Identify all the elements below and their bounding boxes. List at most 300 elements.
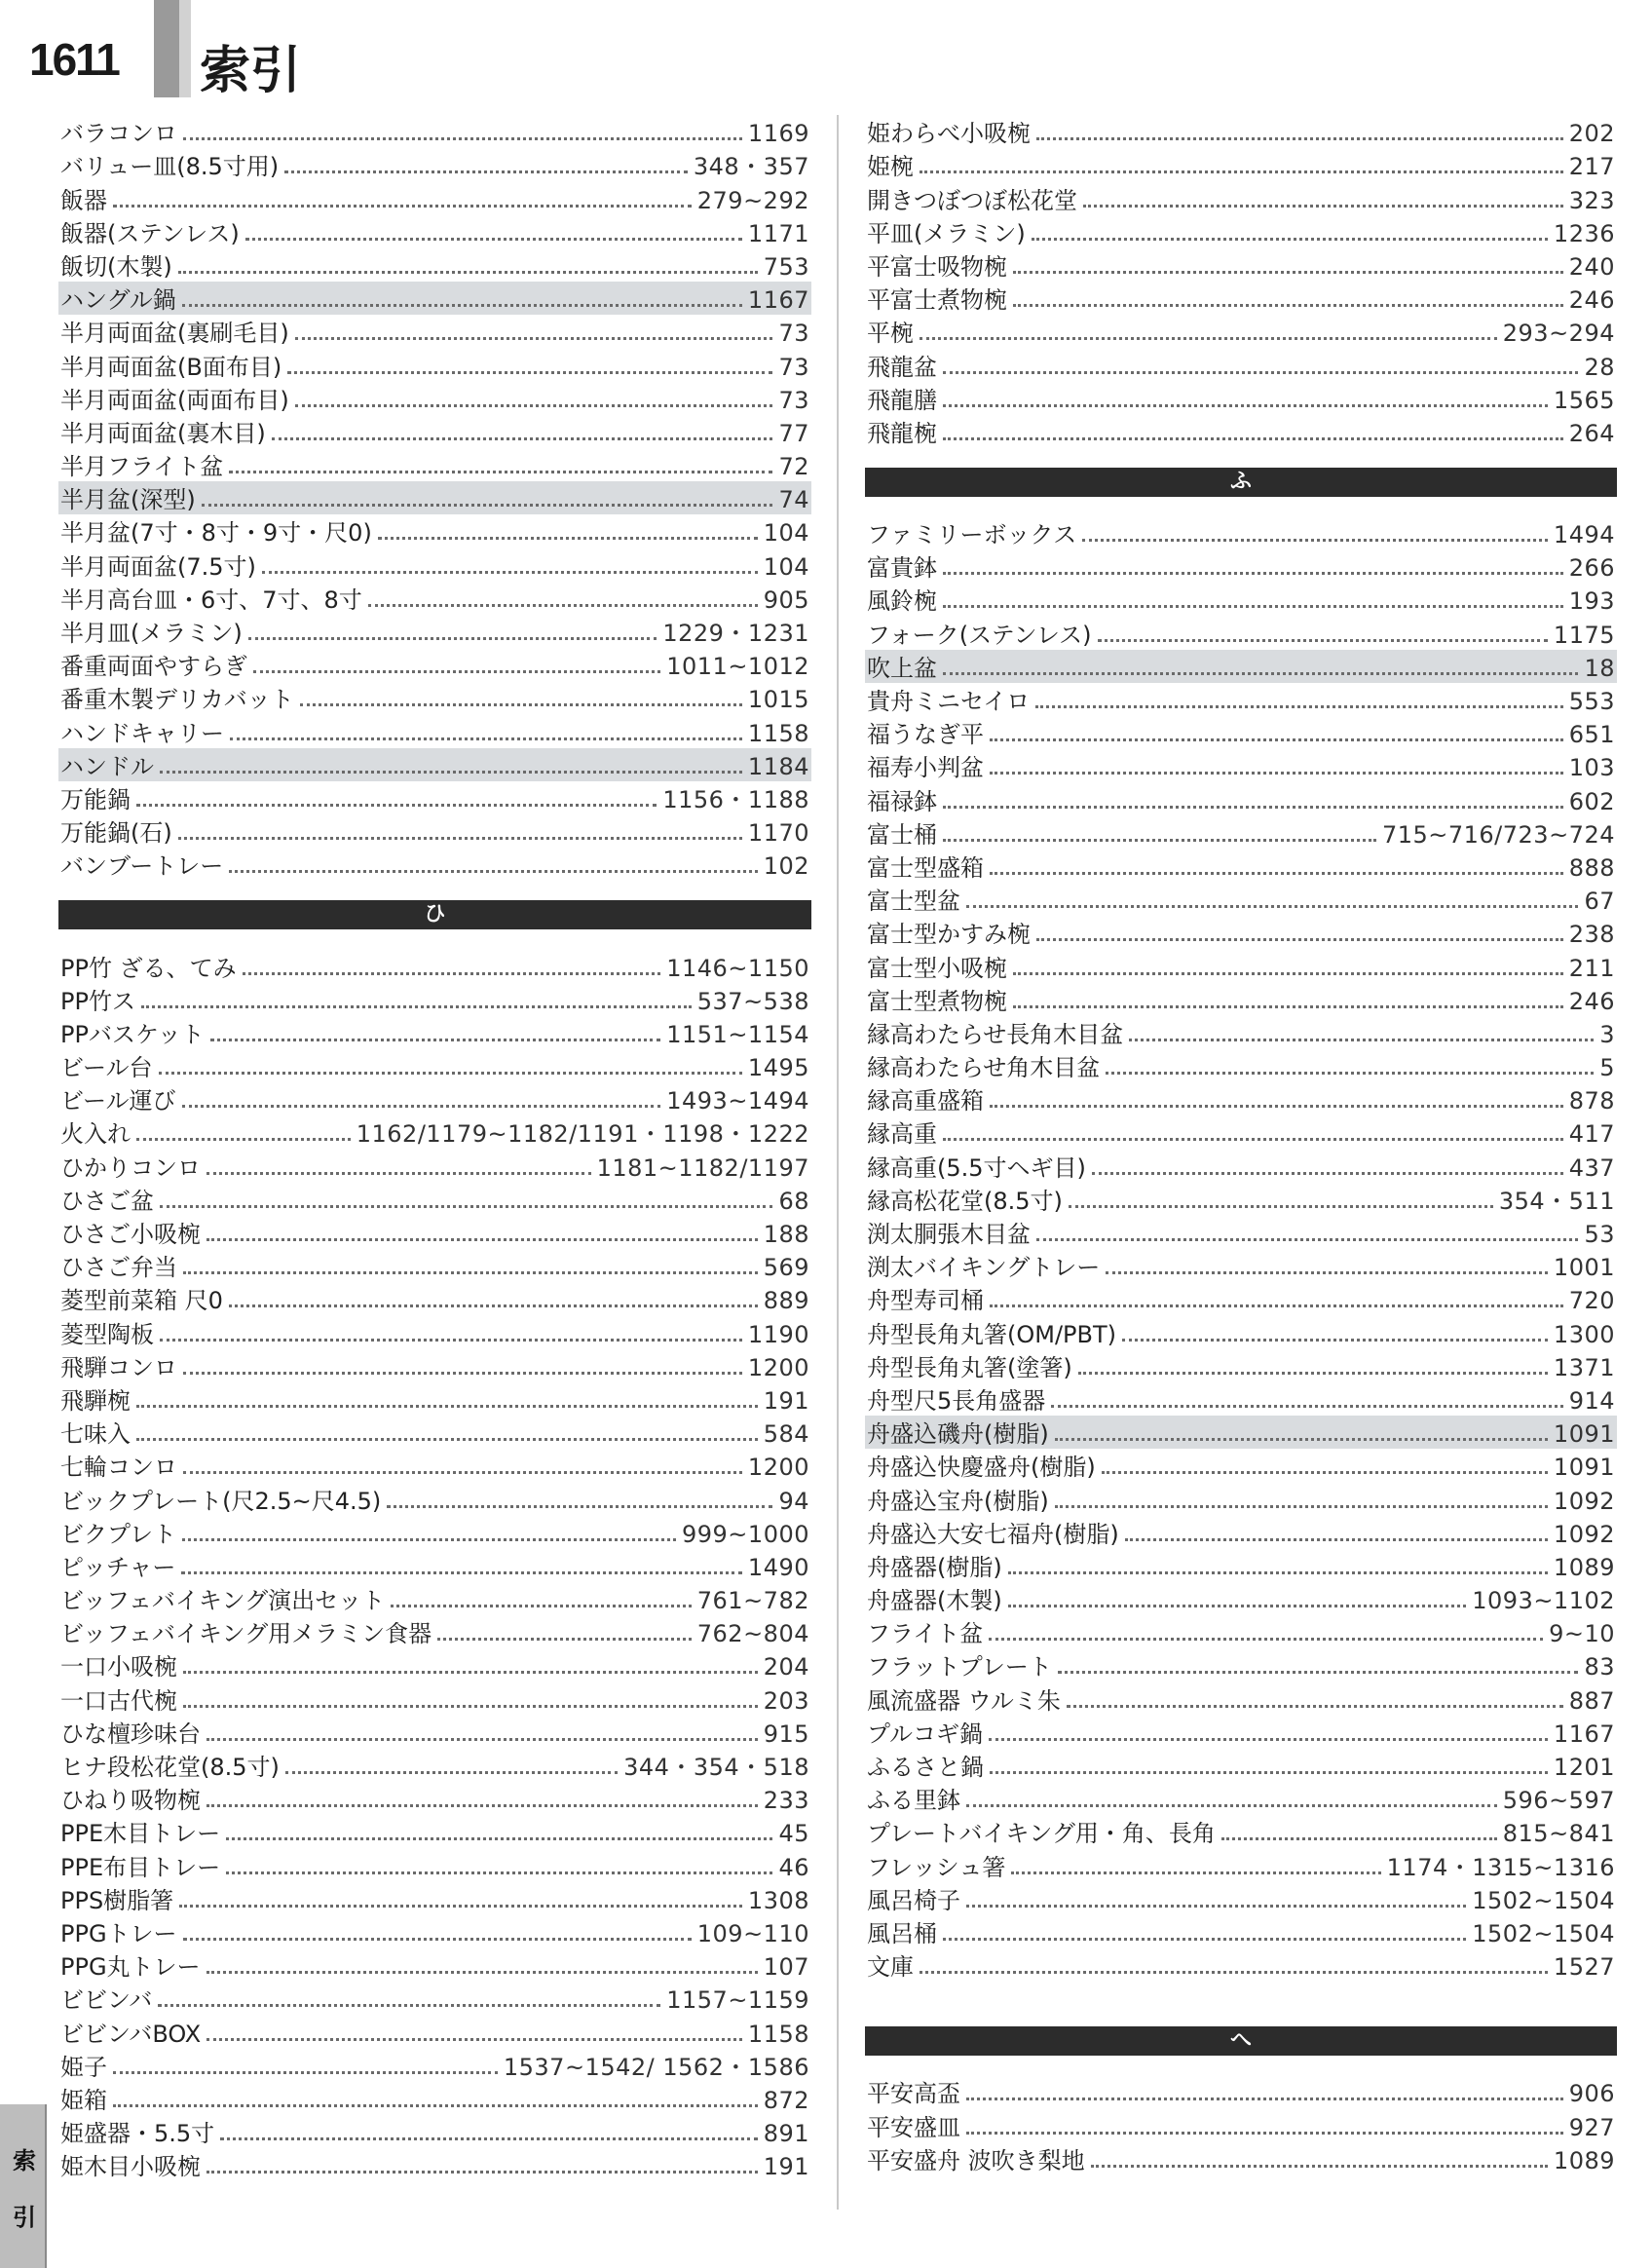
entry-pages: 720 [1568,1287,1615,1315]
entry-name: 貴舟ミニセイロ [867,688,1031,715]
entry-pages: 1001 [1553,1254,1615,1282]
entry-pages: 1537~1542/ 1562・1586 [503,2053,809,2081]
entry-name: 舟型長角丸箸(塗箸) [867,1353,1072,1381]
dot-leader [990,872,1563,875]
entry-pages: 596~597 [1502,1787,1615,1815]
dot-leader [245,238,742,241]
index-entry [58,1648,811,1682]
index-entry [865,1948,1617,1982]
index-entry [58,1282,811,1315]
entry-name: 舟型尺5長角盛器 [867,1386,1046,1415]
section-header-hi: ひ [58,900,811,929]
dot-leader [287,371,772,374]
entry-pages: 246 [1568,286,1615,315]
entry-name: 縁高重(5.5寸ヘギ目) [867,1153,1086,1182]
entry-pages: 417 [1568,1120,1615,1149]
dot-leader [387,1505,772,1508]
section-header-he: へ [865,2026,1617,2056]
index-entry [58,148,811,181]
entry-pages: 102 [763,852,809,881]
dot-leader [1125,1538,1548,1541]
entry-pages: 217 [1568,153,1615,181]
dot-leader [182,1538,676,1541]
entry-pages: 45 [778,1820,809,1848]
entry-pages: 203 [763,1686,809,1715]
entry-name: ビクプレト [60,1520,177,1548]
index-entry [865,616,1617,649]
entry-pages: 815~841 [1502,1820,1615,1848]
dot-leader [179,1905,742,1908]
entry-pages: 73 [778,320,809,348]
dot-leader [202,504,773,507]
header-accent-bar-light [179,0,191,97]
entry-name: 縁高重盛箱 [867,1087,984,1115]
entry-name: PPE木目トレー [60,1820,221,1848]
he-entries [865,2075,1617,2175]
dot-leader [226,1837,772,1840]
entry-name: ハンドキャリー [60,719,224,747]
dot-leader [295,337,773,340]
dot-leader [943,371,1578,374]
index-entry [865,1782,1617,1815]
dot-leader [943,672,1578,675]
entry-name: PPE布目トレー [60,1853,221,1881]
entry-name: プレートバイキング用・角、長角 [867,1820,1216,1848]
index-entry [58,648,811,681]
index-entry [58,1183,811,1216]
dot-leader [229,870,757,873]
entry-pages: 888 [1568,853,1615,882]
index-entry [58,1315,811,1348]
entry-name: 平安高盃 [867,2080,960,2108]
entry-pages: 1229・1231 [662,620,809,647]
entry-name: 平安盛舟 波吹き梨地 [867,2146,1085,2174]
entry-name: ビビンバBOX [60,2020,202,2048]
dot-leader [182,1105,661,1108]
entry-pages: 204 [763,1653,809,1682]
entry-pages: 584 [763,1420,809,1449]
entry-pages: 1181~1182/1197 [596,1153,809,1182]
entry-pages: 1527 [1553,1953,1615,1982]
entry-name: 富士型煮物椀 [867,987,1007,1015]
entry-pages: 1493~1494 [666,1087,809,1115]
entry-pages: 1201 [1553,1754,1615,1781]
entry-name: ひさご弁当 [60,1254,177,1282]
entry-pages: 914 [1568,1386,1615,1415]
dot-leader [1013,304,1563,307]
index-entry [58,1615,811,1648]
entry-pages: 5 [1599,1054,1615,1082]
entry-name: PPS樹脂箸 [60,1886,174,1914]
column-divider [837,115,839,2210]
entry-name: ひな檀珍味台 [60,1720,201,1748]
entry-name: 姫箱 [60,2086,107,2114]
entry-name: PP竹ス [60,987,135,1015]
entry-name: PPバスケット [60,1020,205,1048]
dot-leader [943,1938,1466,1941]
index-column-left [58,115,811,2181]
entry-pages: 1175 [1553,621,1615,649]
dot-leader [1032,238,1548,241]
index-entry [58,1482,811,1515]
entry-name: 一口小吸椀 [60,1653,177,1682]
dot-leader [136,1405,758,1408]
entry-name: 姫木目小吸椀 [60,2153,201,2181]
index-entry [865,215,1617,248]
dot-leader [989,1638,1543,1641]
entry-name: 半月両面盆(裏刷毛目) [60,320,289,348]
entry-pages: 233 [763,1787,809,1815]
index-entry [58,2148,811,2181]
entry-pages: 46 [778,1853,809,1881]
index-entry [865,1549,1617,1582]
index-entry [58,714,811,747]
index-entry [58,481,811,514]
entry-pages: 1011~1012 [666,653,809,681]
entry-pages: 537~538 [696,987,809,1015]
entry-name: ふる里鉢 [867,1787,960,1815]
entry-name: ビール台 [60,1054,153,1082]
hi-entries [58,949,811,2181]
dot-leader [158,2004,660,2007]
entry-name: バラコンロ [60,120,177,148]
entry-name: 一口古代椀 [60,1686,177,1715]
entry-name: 富貴鉢 [867,554,937,583]
entry-name: 風呂桶 [867,1919,937,1947]
entry-pages: 1158 [747,719,809,747]
index-entry [865,516,1617,549]
index-entry [58,215,811,248]
dot-leader [183,1671,758,1674]
index-entry [58,1682,811,1715]
entry-pages: 74 [778,486,809,514]
entry-pages: 72 [778,453,809,481]
entry-name: ひねり吸物椀 [60,1787,201,1815]
entry-pages: 1089 [1553,1553,1615,1581]
entry-pages: 887 [1568,1686,1615,1715]
index-entry [865,850,1617,883]
entry-pages: 1490 [747,1553,809,1581]
index-entry [865,148,1617,181]
entry-pages: 188 [763,1221,809,1248]
dot-leader [966,2098,1563,2100]
index-entry [58,983,811,1016]
entry-pages: 1200 [747,1353,809,1381]
entry-name: ハングル鍋 [60,286,176,315]
dot-leader [243,972,661,975]
entry-name: PPG丸トレー [60,1953,201,1982]
entry-name: 菱型陶板 [60,1320,154,1348]
entry-name: 半月高台皿・6寸、7寸、8寸 [60,586,362,614]
entry-name: 渕太胴張木目盆 [867,1221,1031,1248]
entry-pages: 1174・1315~1316 [1386,1853,1615,1881]
dot-leader [1058,1671,1579,1674]
entry-name: 姫盛器・5.5寸 [60,2120,215,2148]
entry-pages: 83 [1584,1653,1615,1682]
entry-name: ビッフェバイキング用メラミン食器 [60,1620,432,1648]
dot-leader [990,772,1563,775]
dot-leader [966,1804,1497,1807]
entry-name: 縁高わたらせ長角木目盆 [867,1020,1124,1048]
index-entry [865,1682,1617,1715]
index-entry [865,549,1617,583]
index-entry [865,1049,1617,1082]
entry-name: 半月フライト盆 [60,453,224,481]
index-entry [865,1815,1617,1848]
index-entry [58,181,811,214]
entry-pages: 1091 [1553,1454,1615,1482]
dot-leader [183,1705,758,1708]
entry-pages: 1495 [747,1054,809,1082]
dot-leader [253,670,660,673]
header-accent-bar [154,0,179,97]
entry-name: 七味入 [60,1420,131,1449]
entry-pages: 1015 [747,686,809,714]
entry-pages: 3 [1599,1020,1615,1048]
index-entry [865,2075,1617,2108]
page-header [0,0,1652,107]
dot-leader [113,2071,498,2074]
entry-pages: 279~292 [696,186,809,214]
index-entry [58,1848,811,1881]
entry-name: ピッチャー [60,1553,176,1581]
index-entry [865,1016,1617,1049]
index-entry [865,1115,1617,1149]
entry-pages: 602 [1568,787,1615,815]
index-entry [58,348,811,381]
index-entry [865,1282,1617,1315]
index-entry [865,1749,1617,1782]
entry-pages: 323 [1568,186,1615,214]
entry-name: 縁高重 [867,1120,937,1149]
entry-pages: 246 [1568,987,1615,1015]
index-entry [58,448,811,481]
dot-leader [943,839,1376,842]
dot-leader [920,337,1497,340]
dot-leader [206,1238,758,1241]
index-entry [865,181,1617,214]
entry-name: 富士型盆 [867,888,960,916]
entry-pages: 1300 [1553,1320,1615,1348]
index-entry [865,1183,1617,1216]
entry-pages: 104 [763,552,809,581]
entry-name: バンブートレー [60,852,224,881]
entry-name: 風呂椅子 [867,1886,960,1914]
index-entry [58,848,811,881]
dot-leader [1102,1471,1548,1474]
entry-pages: 293~294 [1502,320,1615,348]
dot-leader [183,1372,742,1375]
dot-leader [1069,1205,1493,1208]
entry-name: プルコギ鍋 [867,1720,984,1748]
entry-pages: 67 [1584,888,1615,916]
dot-leader [1036,137,1563,140]
index-entry [58,949,811,982]
index-entry [865,2108,1617,2141]
index-entry [58,1815,811,1848]
entry-pages: 266 [1568,554,1615,583]
entry-name: 万能鍋(石) [60,819,172,848]
index-column-right [865,115,1617,2175]
entry-pages: 437 [1568,1153,1615,1182]
entry-pages: 94 [778,1487,809,1515]
dot-leader [183,1938,692,1941]
index-entry [58,1249,811,1282]
dot-leader [1011,1871,1380,1874]
index-entry [865,1516,1617,1549]
dot-leader [990,1771,1548,1774]
entry-name: 飛騨コンロ [60,1353,177,1381]
dot-leader [206,2171,758,2174]
entry-pages: 569 [763,1254,809,1282]
index-entry [865,348,1617,381]
entry-name: 半月両面盆(7.5寸) [60,552,256,581]
dot-leader [206,2038,742,2041]
entry-pages: 1092 [1553,1487,1615,1515]
entry-name: 舟盛込大安七福舟(樹脂) [867,1520,1119,1548]
entry-pages: 1371 [1553,1353,1615,1381]
entry-name: 平安盛皿 [867,2113,960,2141]
entry-pages: 73 [778,353,809,381]
entry-name: PPGトレー [60,1919,177,1947]
index-entry [58,1582,811,1615]
dot-leader [1013,271,1563,274]
entry-pages: 211 [1568,954,1615,982]
entry-pages: 238 [1568,921,1615,949]
entry-pages: 1091 [1553,1420,1615,1449]
entry-pages: 1156・1188 [662,785,809,813]
dot-leader [1008,1605,1467,1607]
entry-name: PP竹 ざる、てみ [60,954,237,982]
dot-leader [1091,2165,1548,2168]
dot-leader [183,1471,742,1474]
entry-name: 姫子 [60,2053,107,2081]
entry-name: 番重木製デリカバット [60,686,294,714]
entry-pages: 1236 [1553,219,1615,247]
entry-pages: 905 [763,586,809,614]
dot-leader [1051,1405,1562,1408]
entry-name: 福寿小判盆 [867,754,984,782]
entry-name: ひさご小吸椀 [60,1221,201,1248]
entry-pages: 1502~1504 [1472,1919,1615,1947]
index-entry [58,2049,811,2082]
index-entry [58,814,811,848]
entry-name: ハンドル [60,752,154,780]
dot-leader [160,1339,742,1342]
index-entry [865,1382,1617,1416]
entry-name: 風流盛器 ウルミ朱 [867,1686,1061,1715]
entry-pages: 927 [1568,2113,1615,2141]
entry-pages: 1565 [1553,386,1615,414]
index-entry [58,1915,811,1948]
dot-leader [920,170,1563,173]
index-entry [865,1149,1617,1182]
entry-name: フラットプレート [867,1653,1052,1682]
dot-leader [300,703,742,706]
index-entry [865,1216,1617,1249]
index-entry [58,1082,811,1115]
entry-name: フレッシュ箸 [867,1853,1006,1881]
index-entry [58,1549,811,1582]
entry-pages: 1494 [1553,521,1615,549]
entry-name: 縁高わたらせ角木目盆 [867,1054,1101,1082]
dot-leader [1055,1438,1548,1441]
dot-leader [1078,1372,1548,1375]
dot-leader [160,771,742,774]
entry-pages: 1158 [747,2020,809,2048]
entry-pages: 104 [763,519,809,548]
dot-leader [1036,938,1563,941]
index-entry [58,781,811,814]
dot-leader [1055,1505,1548,1508]
entry-pages: 202 [1568,120,1615,148]
entry-name: ビックプレート(尺2.5~尺4.5) [60,1487,382,1515]
entry-name: 平富士煮物椀 [867,286,1007,315]
entry-pages: 1190 [747,1320,809,1348]
index-entry [58,1382,811,1416]
entry-pages: 1308 [747,1886,809,1914]
dot-leader [262,571,758,574]
entry-name: 半月両面盆(裏木目) [60,419,266,447]
entry-pages: 889 [763,1287,809,1315]
index-entry [865,1449,1617,1482]
index-entry [865,716,1617,749]
index-entry [865,415,1617,448]
dot-leader [183,1271,758,1274]
entry-pages: 77 [778,419,809,447]
entry-name: ヒナ段松花堂(8.5寸) [60,1754,280,1781]
index-entry [865,749,1617,782]
entry-name: 縁高松花堂(8.5寸) [867,1187,1063,1215]
index-entry [865,816,1617,850]
dot-leader [181,1571,742,1574]
index-entry [865,1848,1617,1881]
entry-name: ひかりコンロ [60,1153,201,1182]
dot-leader [230,737,742,740]
index-entry [865,2142,1617,2175]
entry-pages: 1171 [747,219,809,247]
entry-name: 飯切(木製) [60,252,172,281]
dot-leader [1008,1571,1548,1574]
entry-pages: 1146~1150 [666,954,809,982]
entry-pages: 1093~1102 [1472,1587,1615,1615]
dot-leader [990,1105,1563,1108]
index-entry [865,1648,1617,1682]
entry-pages: 73 [778,386,809,414]
dot-leader [378,537,758,540]
entry-name: 飛騨椀 [60,1386,131,1415]
entry-pages: 1170 [747,819,809,848]
index-entry [58,548,811,581]
entry-pages: 915 [763,1720,809,1748]
index-entry [58,248,811,282]
dot-leader [943,1138,1563,1141]
index-entry [58,415,811,448]
index-entry [58,1982,811,2015]
dot-leader [943,605,1563,608]
index-entry [865,782,1617,815]
entry-name: ビッフェバイキング演出セット [60,1587,386,1615]
index-entry [58,1049,811,1082]
entry-pages: 1157~1159 [666,1986,809,2015]
dot-leader [1129,1039,1594,1041]
index-entry [58,514,811,548]
entry-name: 富士型盛箱 [867,853,984,882]
side-tab-char-2: 引 [13,2204,36,2231]
dot-leader [136,804,657,807]
entry-name: 平富士吸物椀 [867,252,1007,281]
dot-leader [1013,1005,1563,1008]
